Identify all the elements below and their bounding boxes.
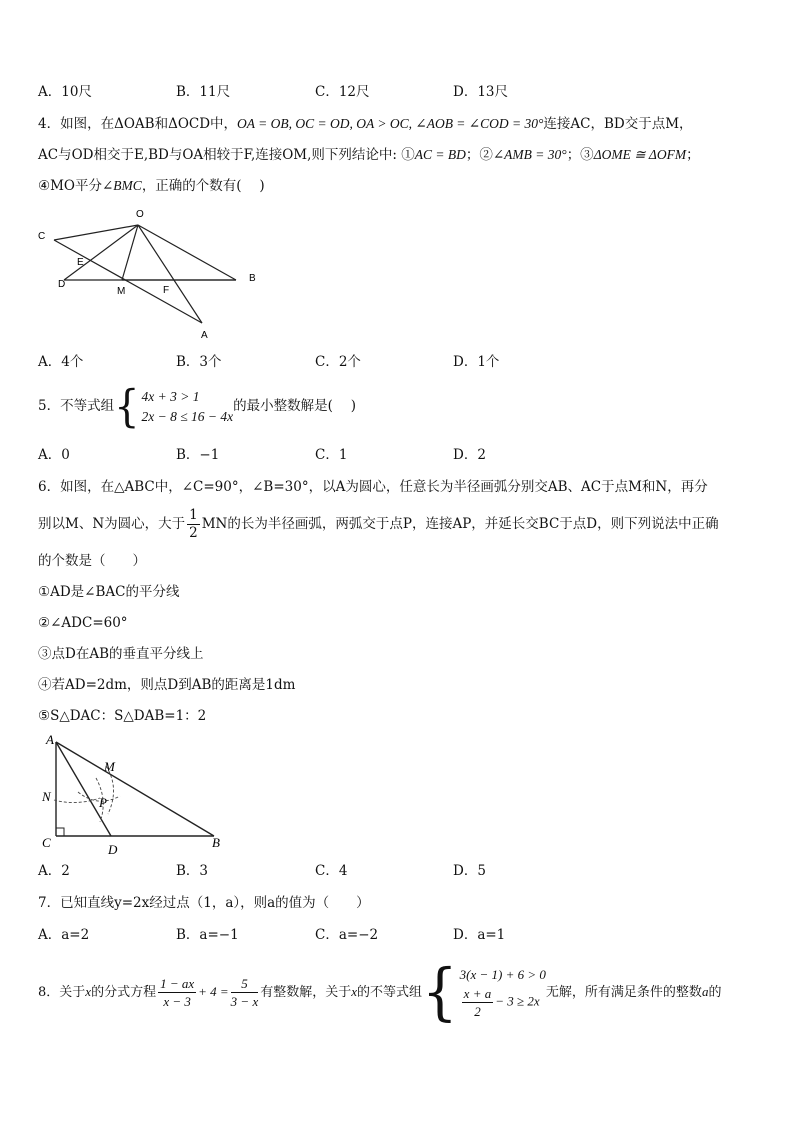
q4-label-e: E: [77, 257, 84, 268]
q4-label-c: C: [38, 231, 46, 242]
q5-system: 4x + 3 > 1 2x − 8 ≤ 16 − 4x: [141, 388, 234, 424]
q6-option-b: B．3: [176, 863, 209, 879]
q7-option-a: A．a=2: [38, 927, 90, 943]
q6-label-b: B: [212, 835, 220, 850]
q8-stem: 8．关于x的分式方程 $\frac{1 - ax}{x - 3}$ + 4 = $\frac{5}{3 - x}$ 有整数解，关于x的不等式组{ 3(x − 1) + 6 > 0 $\frac{x + a}{2}$ − 3 ≥ 2x 无解，所有满足条件的整数a的: [38, 956, 722, 1028]
q6-option-c: C．4: [315, 863, 348, 879]
q4-stem-line1: 4．如图，在ΔOAB和ΔOCD中，OA = OB, OC = OD, OA > OC, ∠AOB = ∠COD = 30°连接AC，BD交于点M，: [38, 116, 693, 132]
q5-option-c: C．1: [315, 447, 348, 463]
q4-label-m: M: [117, 286, 126, 297]
q7-stem: 7．已知直线y=2x经过点（1，a），则a的值为（ ）: [38, 895, 370, 911]
q4-label-d: D: [58, 279, 66, 290]
q6-statement-2: ②∠ADC=60°: [38, 615, 128, 631]
q6-stem-line3: 的个数是（ ）: [38, 553, 146, 569]
q5-brace: {: [114, 381, 140, 432]
q6-triangle: [56, 742, 214, 836]
q4-condition: OA = OB, OC = OD, OA > OC, ∠AOB = ∠COD = 30°: [237, 116, 544, 131]
q6-figure: [36, 730, 236, 856]
q4-figure: [30, 205, 270, 345]
q6-stem-line1: 6．如图，在△ABC中，∠C=90°，∠B=30°，以A为圆心，任意长为半径画弧分别交AB、AC于点M和N，再分: [38, 479, 708, 495]
q3-option-b: B．11尺: [176, 84, 231, 100]
q4-stem-line3: ④MO平分∠BMC，正确的个数有( ): [38, 178, 265, 194]
q4-label-a: A: [201, 330, 208, 341]
q7-option-b: B．a=−1: [176, 927, 239, 943]
q8-brace: {: [422, 956, 458, 1028]
q7-option-d: D．a=1: [453, 927, 506, 943]
q8-fraction-3: $\frac{x + a}{2}$: [463, 986, 492, 1019]
q7-option-c: C．a=−2: [315, 927, 379, 943]
q5-option-a: A．0: [38, 447, 70, 463]
q3-option-c: C．12尺: [315, 84, 370, 100]
q6-option-d: D．5: [453, 863, 486, 879]
q6-label-p: P: [99, 795, 107, 810]
q4-label-b: B: [249, 273, 256, 284]
q6-stem-line2: 别以M、N为圆心，大于 $\frac{1}{2}$ MN的长为半径画弧，两弧交于点P，连接AP，并延长交BC于点D，则下列说法中正确: [38, 507, 719, 541]
q4-option-a: A．4个: [38, 354, 84, 370]
q5-option-b: B．−1: [176, 447, 220, 463]
q5-stem: 5．不等式组{ 4x + 3 > 1 2x − 8 ≤ 16 − 4x 的最小整数解是( ): [38, 381, 356, 432]
q4-option-c: C．2个: [315, 354, 361, 370]
q3-option-a: A．10尺: [38, 84, 92, 100]
q6-label-a: A: [46, 732, 54, 747]
q6-label-c: C: [42, 835, 51, 850]
q6-option-a: A．2: [38, 863, 70, 879]
q8-fraction-1: $\frac{1 - ax}{x - 3}$: [160, 976, 195, 1009]
q6-statement-4: ④若AD=2dm，则点D到AB的距离是1dm: [38, 677, 296, 693]
q8-system: 3(x − 1) + 6 > 0 $\frac{x + a}{2}$ − 3 ≥ 2x: [459, 967, 546, 1019]
q6-statement-5: ⑤S△DAC：S△DAB=1：2: [38, 708, 207, 724]
q4-label-f: F: [163, 285, 170, 296]
q4-stem-line2: AC与OD相交于E,BD与OA相较于F,连接OM,则下列结论中: ①AC = BD；②∠AMB = 30°；③ΔOME ≅ ΔOFM；: [38, 147, 700, 163]
q4-option-b: B．3个: [176, 354, 222, 370]
q4-option-d: D．1个: [453, 354, 500, 370]
q6-label-n: N: [42, 789, 51, 804]
q4-figure-lines: [54, 225, 236, 323]
q6-fraction: $\frac{1}{2}$: [189, 507, 198, 541]
q6-statement-1: ①AD是∠BAC的平分线: [38, 584, 180, 600]
q6-label-d: D: [108, 842, 118, 856]
q5-option-d: D．2: [453, 447, 486, 463]
q4-label-o: O: [136, 209, 144, 220]
q6-statement-3: ③点D在AB的垂直平分线上: [38, 646, 204, 662]
q6-label-m: M: [104, 759, 115, 774]
q8-fraction-2: $\frac{5}{3 - x}$: [230, 976, 259, 1009]
q3-option-d: D．13尺: [453, 84, 509, 100]
